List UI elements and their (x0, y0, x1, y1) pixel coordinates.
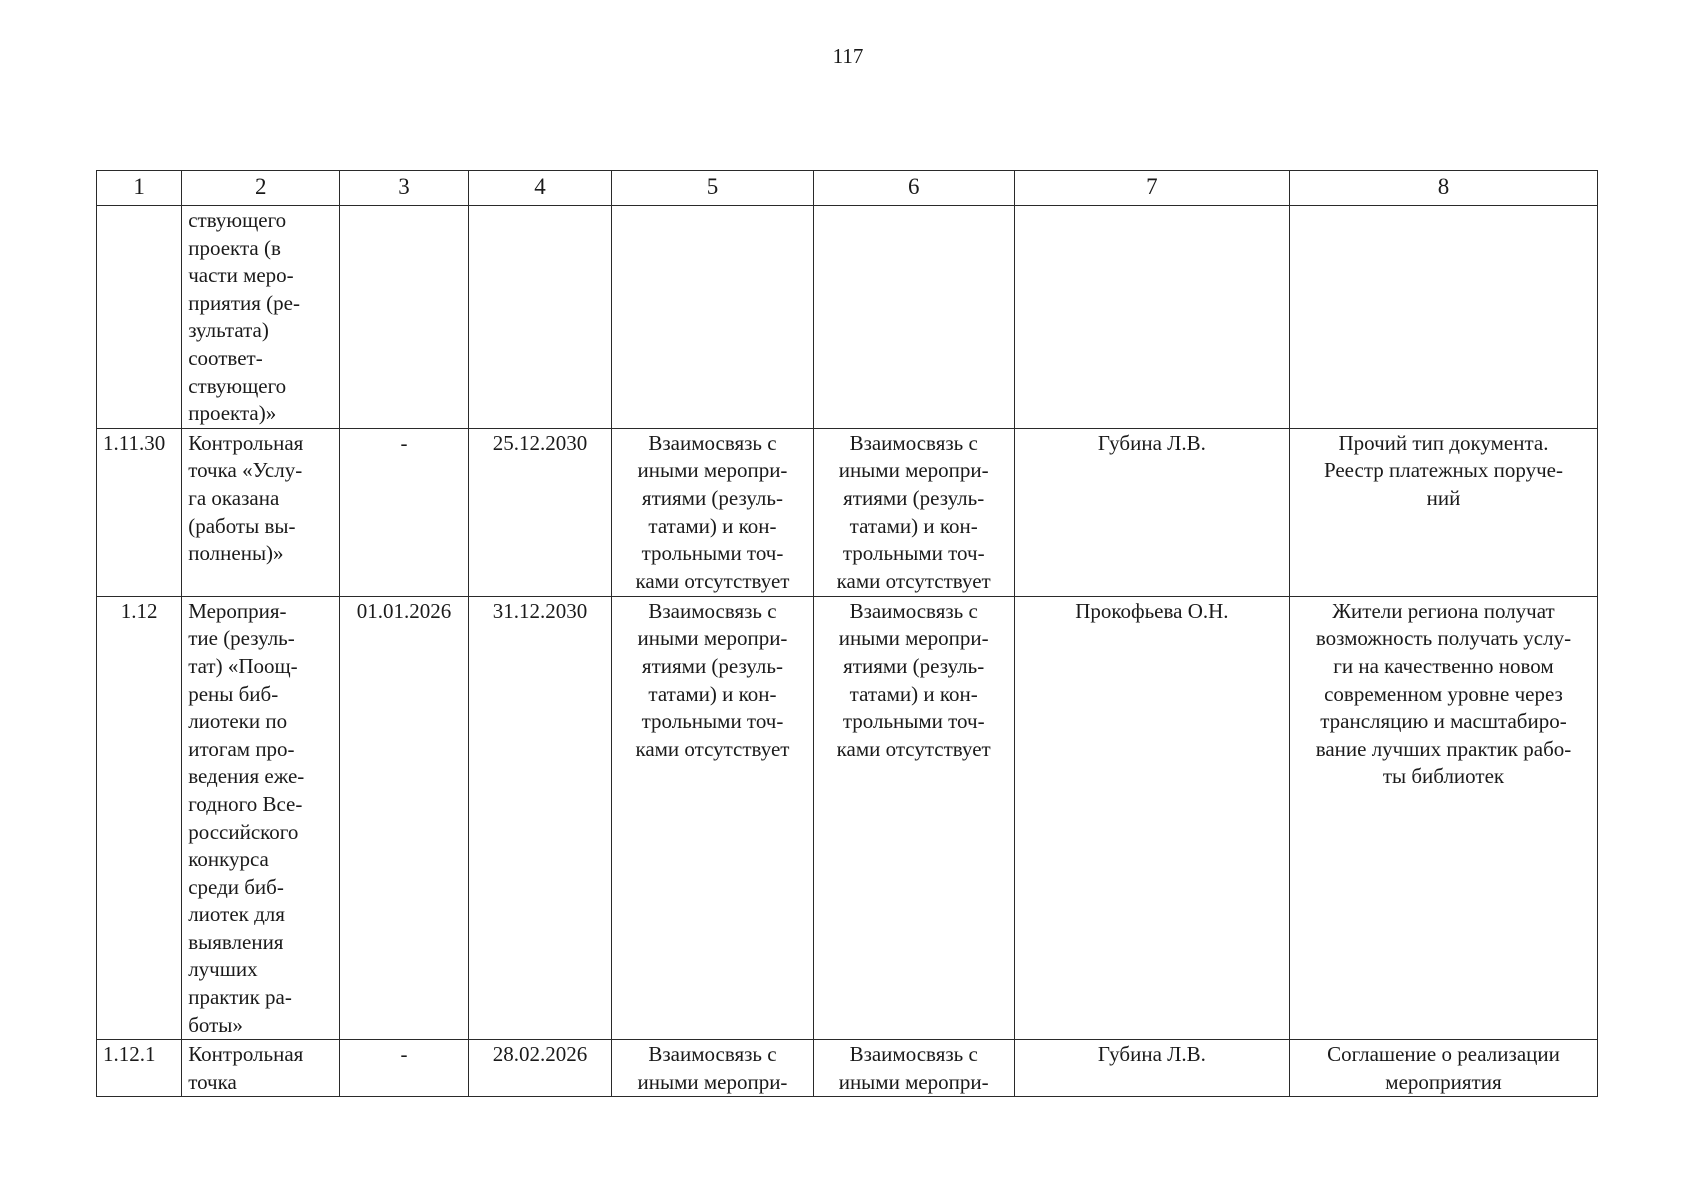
row-number: 1.12.1 (97, 1040, 182, 1097)
successor-links: Взаимосвязь с иными меропри- ятиями (резуль- татами) и кон- трольными точ- ками отсутствует (813, 428, 1014, 596)
column-header-3: 3 (340, 171, 468, 206)
table-row (97, 428, 1598, 596)
result-document: Прочий тип документа. Реестр платежных поруче- ний (1289, 428, 1597, 596)
end-date (468, 206, 612, 429)
page-number: 117 (832, 44, 864, 68)
table-header-row (97, 171, 1598, 206)
successor-links: Взаимосвязь с иными меропри- (813, 1040, 1014, 1097)
column-header-7: 7 (1014, 171, 1289, 206)
result-document: Соглашение о реализации мероприятия (1289, 1040, 1597, 1097)
item-title: ствующего проекта (в части меро- приятия (ре- зультата) соответ- ствующего проекта)» (182, 206, 340, 429)
column-header-6: 6 (813, 171, 1014, 206)
column-header-5: 5 (612, 171, 813, 206)
start-date (340, 206, 468, 429)
column-header-8: 8 (1289, 171, 1597, 206)
column-header-4: 4 (468, 171, 612, 206)
successor-links: Взаимосвязь с иными меропри- ятиями (резуль- татами) и кон- трольными точ- ками отсутствует (813, 596, 1014, 1040)
result-document (1289, 206, 1597, 429)
activity-plan-table (96, 170, 1598, 1097)
table-row (97, 1040, 1598, 1097)
predecessor-links (612, 206, 813, 429)
start-date: - (340, 428, 468, 596)
end-date: 25.12.2030 (468, 428, 612, 596)
start-date: 01.01.2026 (340, 596, 468, 1040)
column-header-2: 2 (182, 171, 340, 206)
predecessor-links: Взаимосвязь с иными меропри- (612, 1040, 813, 1097)
row-number (97, 206, 182, 429)
responsible-person: Губина Л.В. (1014, 428, 1289, 596)
end-date: 31.12.2030 (468, 596, 612, 1040)
column-header-1: 1 (97, 171, 182, 206)
item-title: Мероприя- тие (резуль- тат) «Поощ- рены биб- лиотеки по итогам про- ведения еже- годного Все- российского конкурса среди биб- лиотек для выявления лучших практик ра- боты» (182, 596, 340, 1040)
result-document: Жители региона получат возможность получать услу- ги на качественно новом современном уровне через трансляцию и масштабиро- вание лучших практик рабо- ты библиотек (1289, 596, 1597, 1040)
responsible-person: Прокофьева О.Н. (1014, 596, 1289, 1040)
end-date: 28.02.2026 (468, 1040, 612, 1097)
row-number: 1.12 (97, 596, 182, 1040)
predecessor-links: Взаимосвязь с иными меропри- ятиями (резуль- татами) и кон- трольными точ- ками отсутствует (612, 428, 813, 596)
table-row (97, 596, 1598, 1040)
responsible-person (1014, 206, 1289, 429)
responsible-person: Губина Л.В. (1014, 1040, 1289, 1097)
row-number: 1.11.30 (97, 428, 182, 596)
successor-links (813, 206, 1014, 429)
start-date: - (340, 1040, 468, 1097)
item-title: Контрольная точка «Услу- га оказана (работы вы- полнены)» (182, 428, 340, 596)
predecessor-links: Взаимосвязь с иными меропри- ятиями (резуль- татами) и кон- трольными точ- ками отсутствует (612, 596, 813, 1040)
item-title: Контрольная точка (182, 1040, 340, 1097)
table-row (97, 206, 1598, 429)
